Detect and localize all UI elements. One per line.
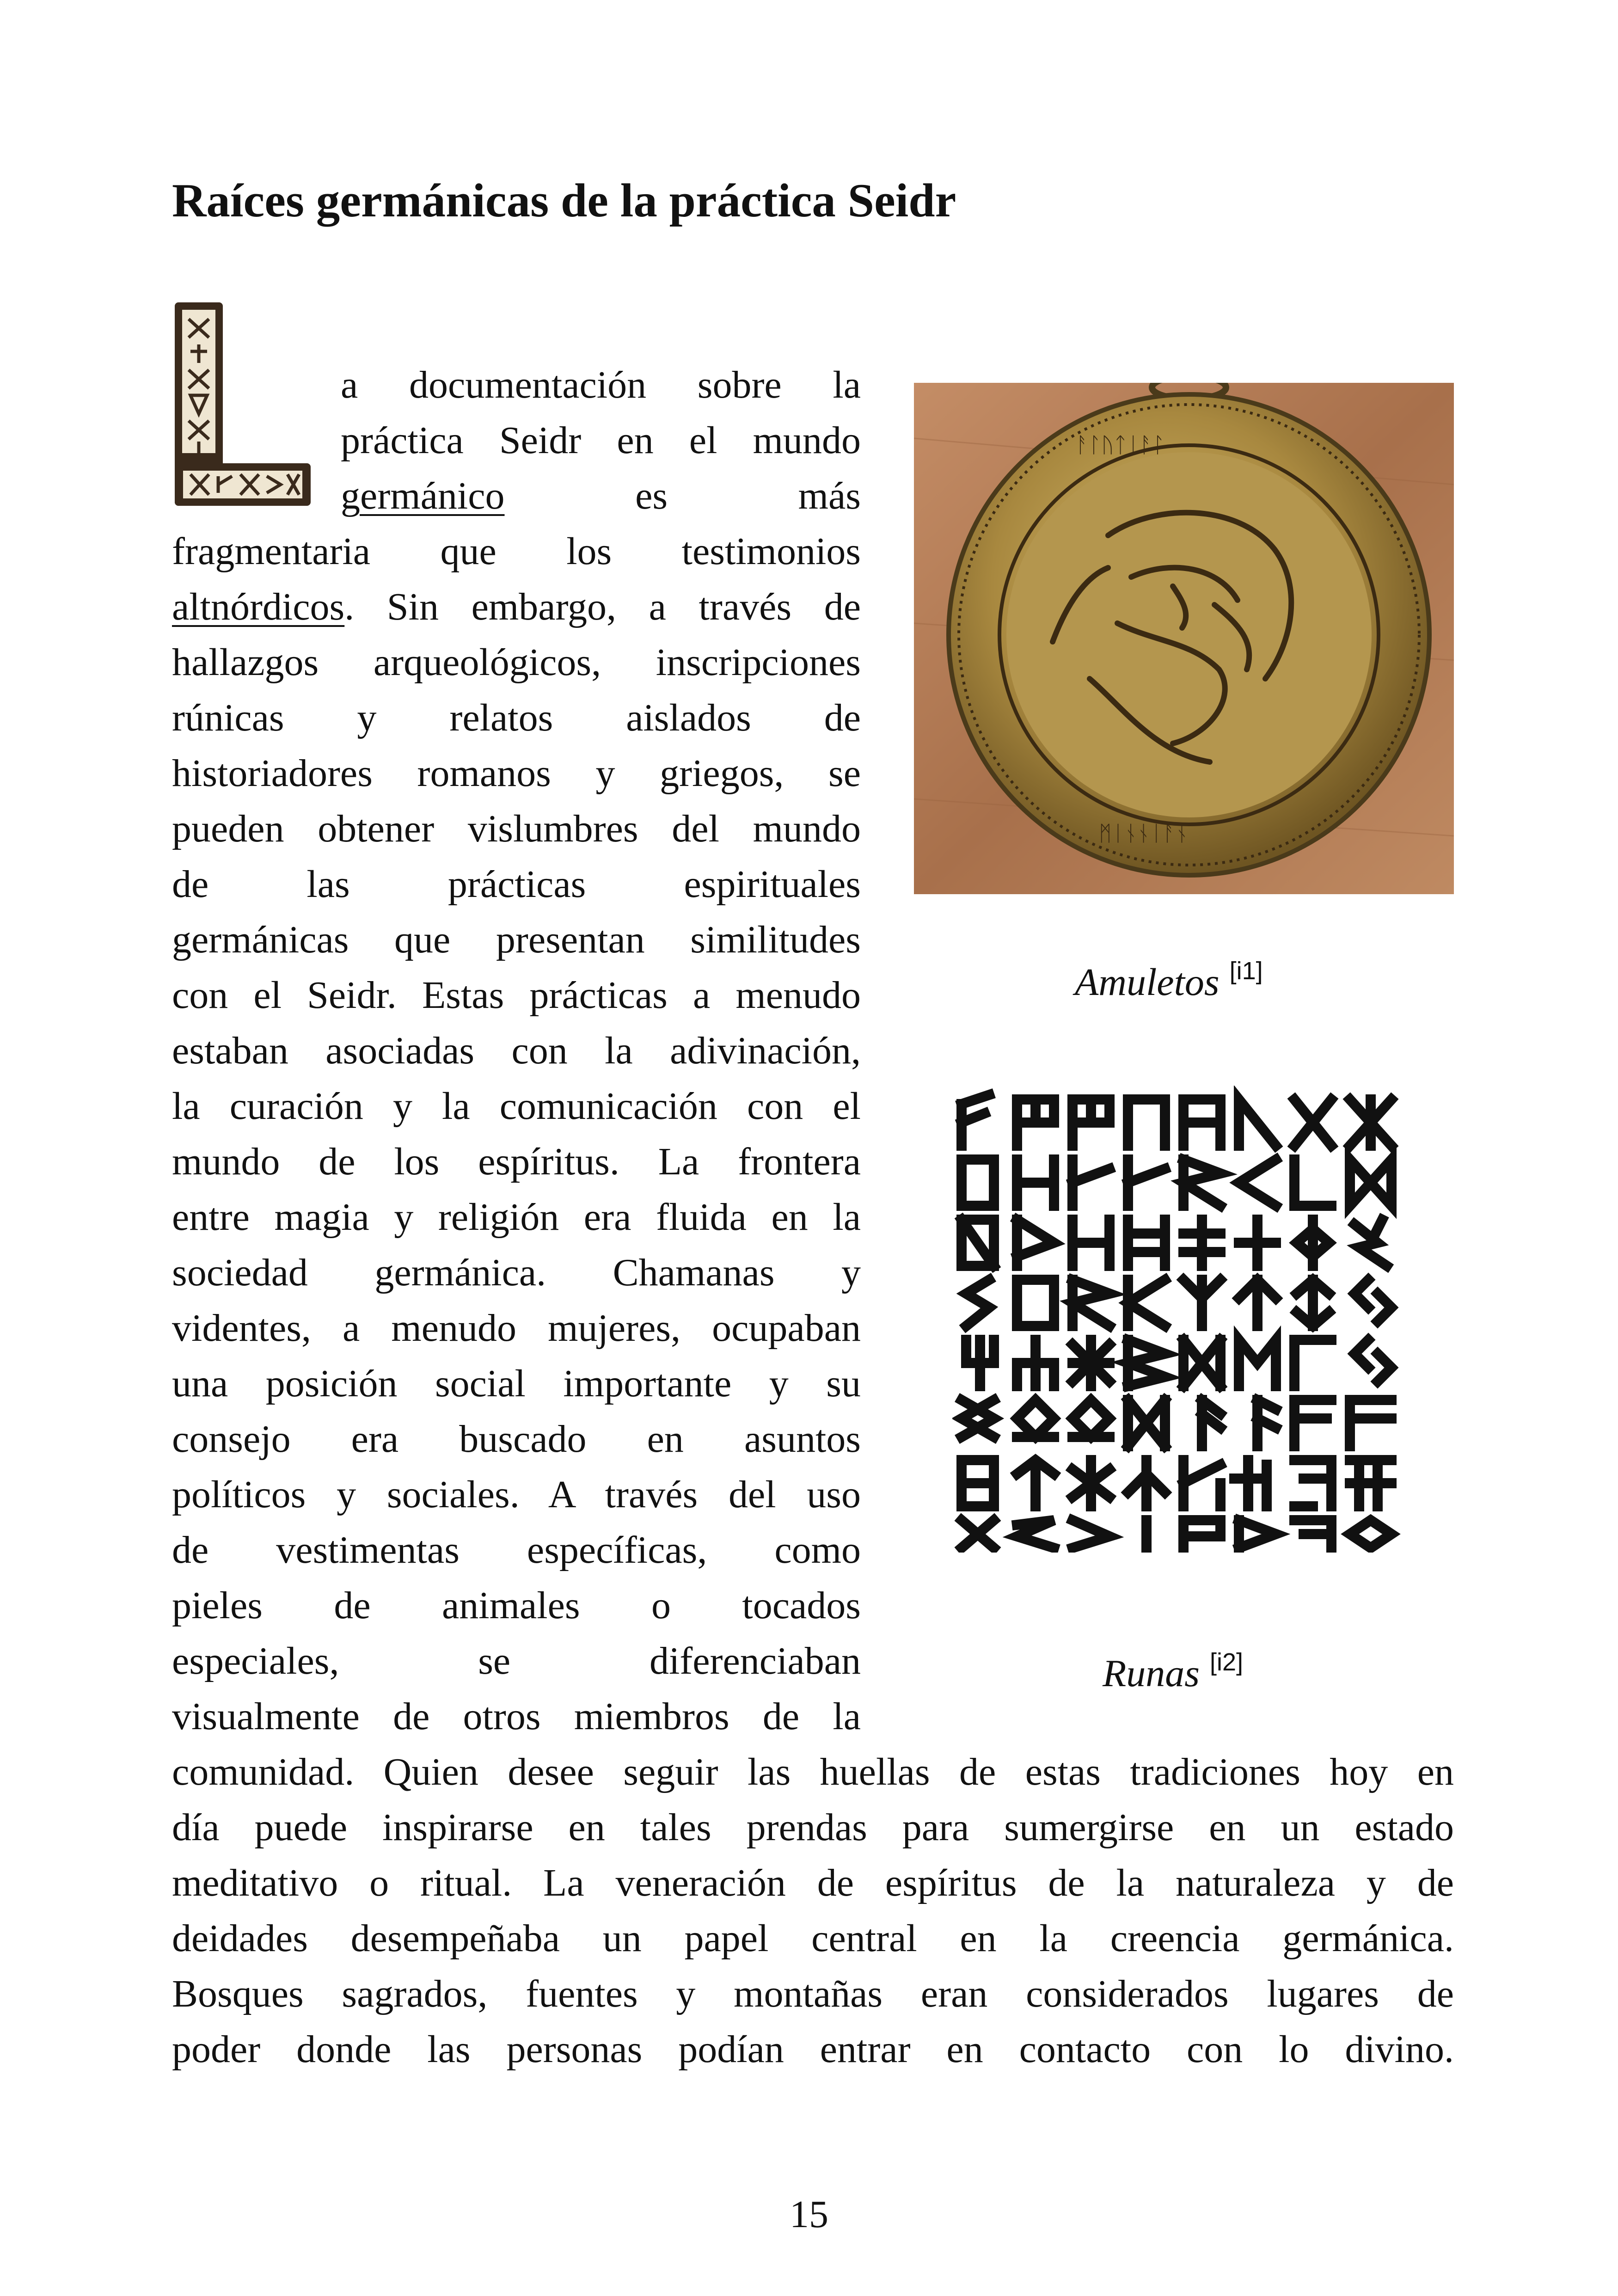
link-germanico[interactable]: germánico — [341, 474, 505, 517]
body-text-line: fragmentaria que los testimonios — [172, 530, 861, 573]
body-text-line: Bosques sagrados, fuentes y montañas eran considerados lugares de — [172, 1972, 1454, 2015]
svg-text:ᚨᛚᚢᛏᛁᚨᛚ: ᚨᛚᚢᛏᛁᚨᛚ — [1076, 432, 1165, 457]
body-text-line: entre magia y religión era fluida en la — [172, 1196, 861, 1239]
body-text-line: comunidad. Quien desee seguir las huellas de estas tradiciones hoy en — [172, 1750, 1454, 1793]
body-text-line: poder donde las personas podían entrar en contacto con lo divino. — [172, 2028, 1454, 2071]
runes-grid-image — [952, 1086, 1415, 1553]
amulet-caption: Amuletos [i1] — [1075, 957, 1263, 1004]
body-text-line: hallazgos arqueológicos, inscripciones — [172, 641, 861, 684]
body-text-line: altnórdicos. Sin embargo, a través de — [172, 585, 861, 628]
body-text-line: deidades desempeñaba un papel central en la creencia germánica. — [172, 1917, 1454, 1960]
body-text-line: visualmente de otros miembros de la — [172, 1695, 861, 1738]
body-text-line: la curación y la comunicación con el — [172, 1085, 861, 1128]
body-text-line: meditativo o ritual. La veneración de espíritus de la naturaleza y de — [172, 1861, 1454, 1904]
body-text-line: de vestimentas específicas, como — [172, 1529, 861, 1572]
body-text-line: de las prácticas espirituales — [172, 863, 861, 906]
body-text-line: mundo de los espíritus. La frontera — [172, 1140, 861, 1183]
body-text-line: estaban asociadas con la adivinación, — [172, 1029, 861, 1072]
body-text-line: una posición social importante y su — [172, 1362, 861, 1405]
body-text-line: día puede inspirarse en tales prendas para sumergirse en un estado — [172, 1806, 1454, 1849]
svg-text:ᛗᛁᚾᚾᛁᚨᚾ: ᛗᛁᚾᚾᛁᚨᚾ — [1099, 821, 1189, 846]
body-text-line: especiales, se diferenciaban — [172, 1639, 861, 1682]
body-text-line: historiadores romanos y griegos, se — [172, 752, 861, 795]
body-text-line: pueden obtener vislumbres del mundo — [172, 807, 861, 850]
image-reference-i2[interactable]: [i2] — [1210, 1648, 1244, 1676]
body-text-line: rúnicas y relatos aislados de — [172, 696, 861, 739]
ornamental-l-icon — [172, 301, 313, 509]
amulet-photo — [914, 383, 1454, 894]
page-title: Raíces germánicas de la práctica Seidr — [172, 174, 956, 227]
body-text-line: sociedad germánica. Chamanas y — [172, 1251, 861, 1294]
body-text-line: a documentación sobre la — [341, 363, 861, 406]
body-text-line: con el Seidr. Estas prácticas a menudo — [172, 974, 861, 1017]
body-text-line: políticos y sociales. A través del uso — [172, 1473, 861, 1516]
drop-cap-letter-l — [172, 301, 313, 509]
runes-caption: Runas [i2] — [1103, 1648, 1244, 1695]
body-text-line: práctica Seidr en el mundo — [341, 419, 861, 462]
body-text-line: germánico es más — [341, 474, 861, 517]
link-altnordicos[interactable]: altnórdicos — [172, 585, 345, 628]
rune-symbols-icon — [952, 1086, 1415, 1553]
body-text-line: pieles de animales o tocados — [172, 1584, 861, 1627]
body-text-line: videntes, a menudo mujeres, ocupaban — [172, 1307, 861, 1350]
page-number: 15 — [790, 2193, 828, 2236]
body-text-line: consejo era buscado en asuntos — [172, 1418, 861, 1461]
body-text-line: germánicas que presentan similitudes — [172, 918, 861, 961]
image-reference-i1[interactable]: [i1] — [1229, 957, 1263, 985]
